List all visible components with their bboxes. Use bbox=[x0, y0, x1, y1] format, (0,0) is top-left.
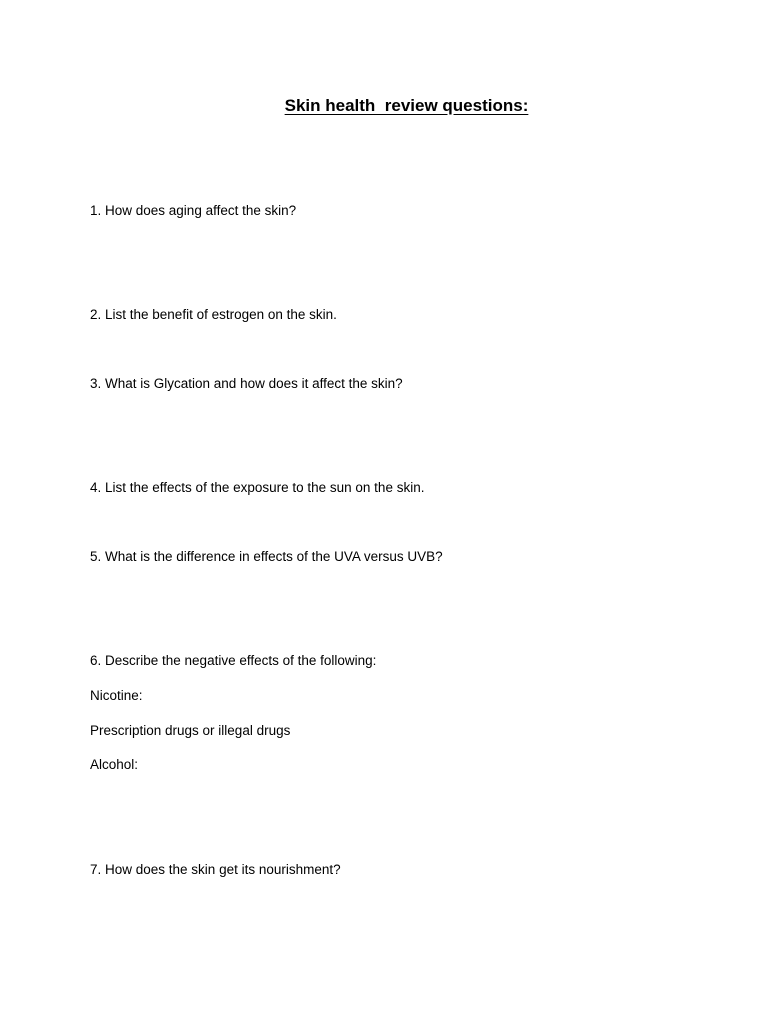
question-1: 1. How does aging affect the skin? bbox=[90, 203, 297, 218]
question-4: 4. List the effects of the exposure to the sun on the skin. bbox=[90, 480, 425, 495]
subitem-alcohol: Alcohol: bbox=[90, 757, 139, 772]
question-5: 5. What is the difference in effects of the UVA versus UVB? bbox=[90, 549, 443, 564]
subitem-nicotine: Nicotine: bbox=[90, 688, 143, 703]
question-2: 2. List the benefit of estrogen on the skin. bbox=[90, 307, 337, 322]
question-6: 6. Describe the negative effects of the following: bbox=[90, 653, 377, 668]
question-3: 3. What is Glycation and how does it affect the skin? bbox=[90, 376, 403, 391]
document-title: Skin health review questions: bbox=[284, 96, 529, 115]
question-7: 7. How does the skin get its nourishment? bbox=[90, 862, 341, 877]
subitem-drugs: Prescription drugs or illegal drugs bbox=[90, 723, 291, 738]
